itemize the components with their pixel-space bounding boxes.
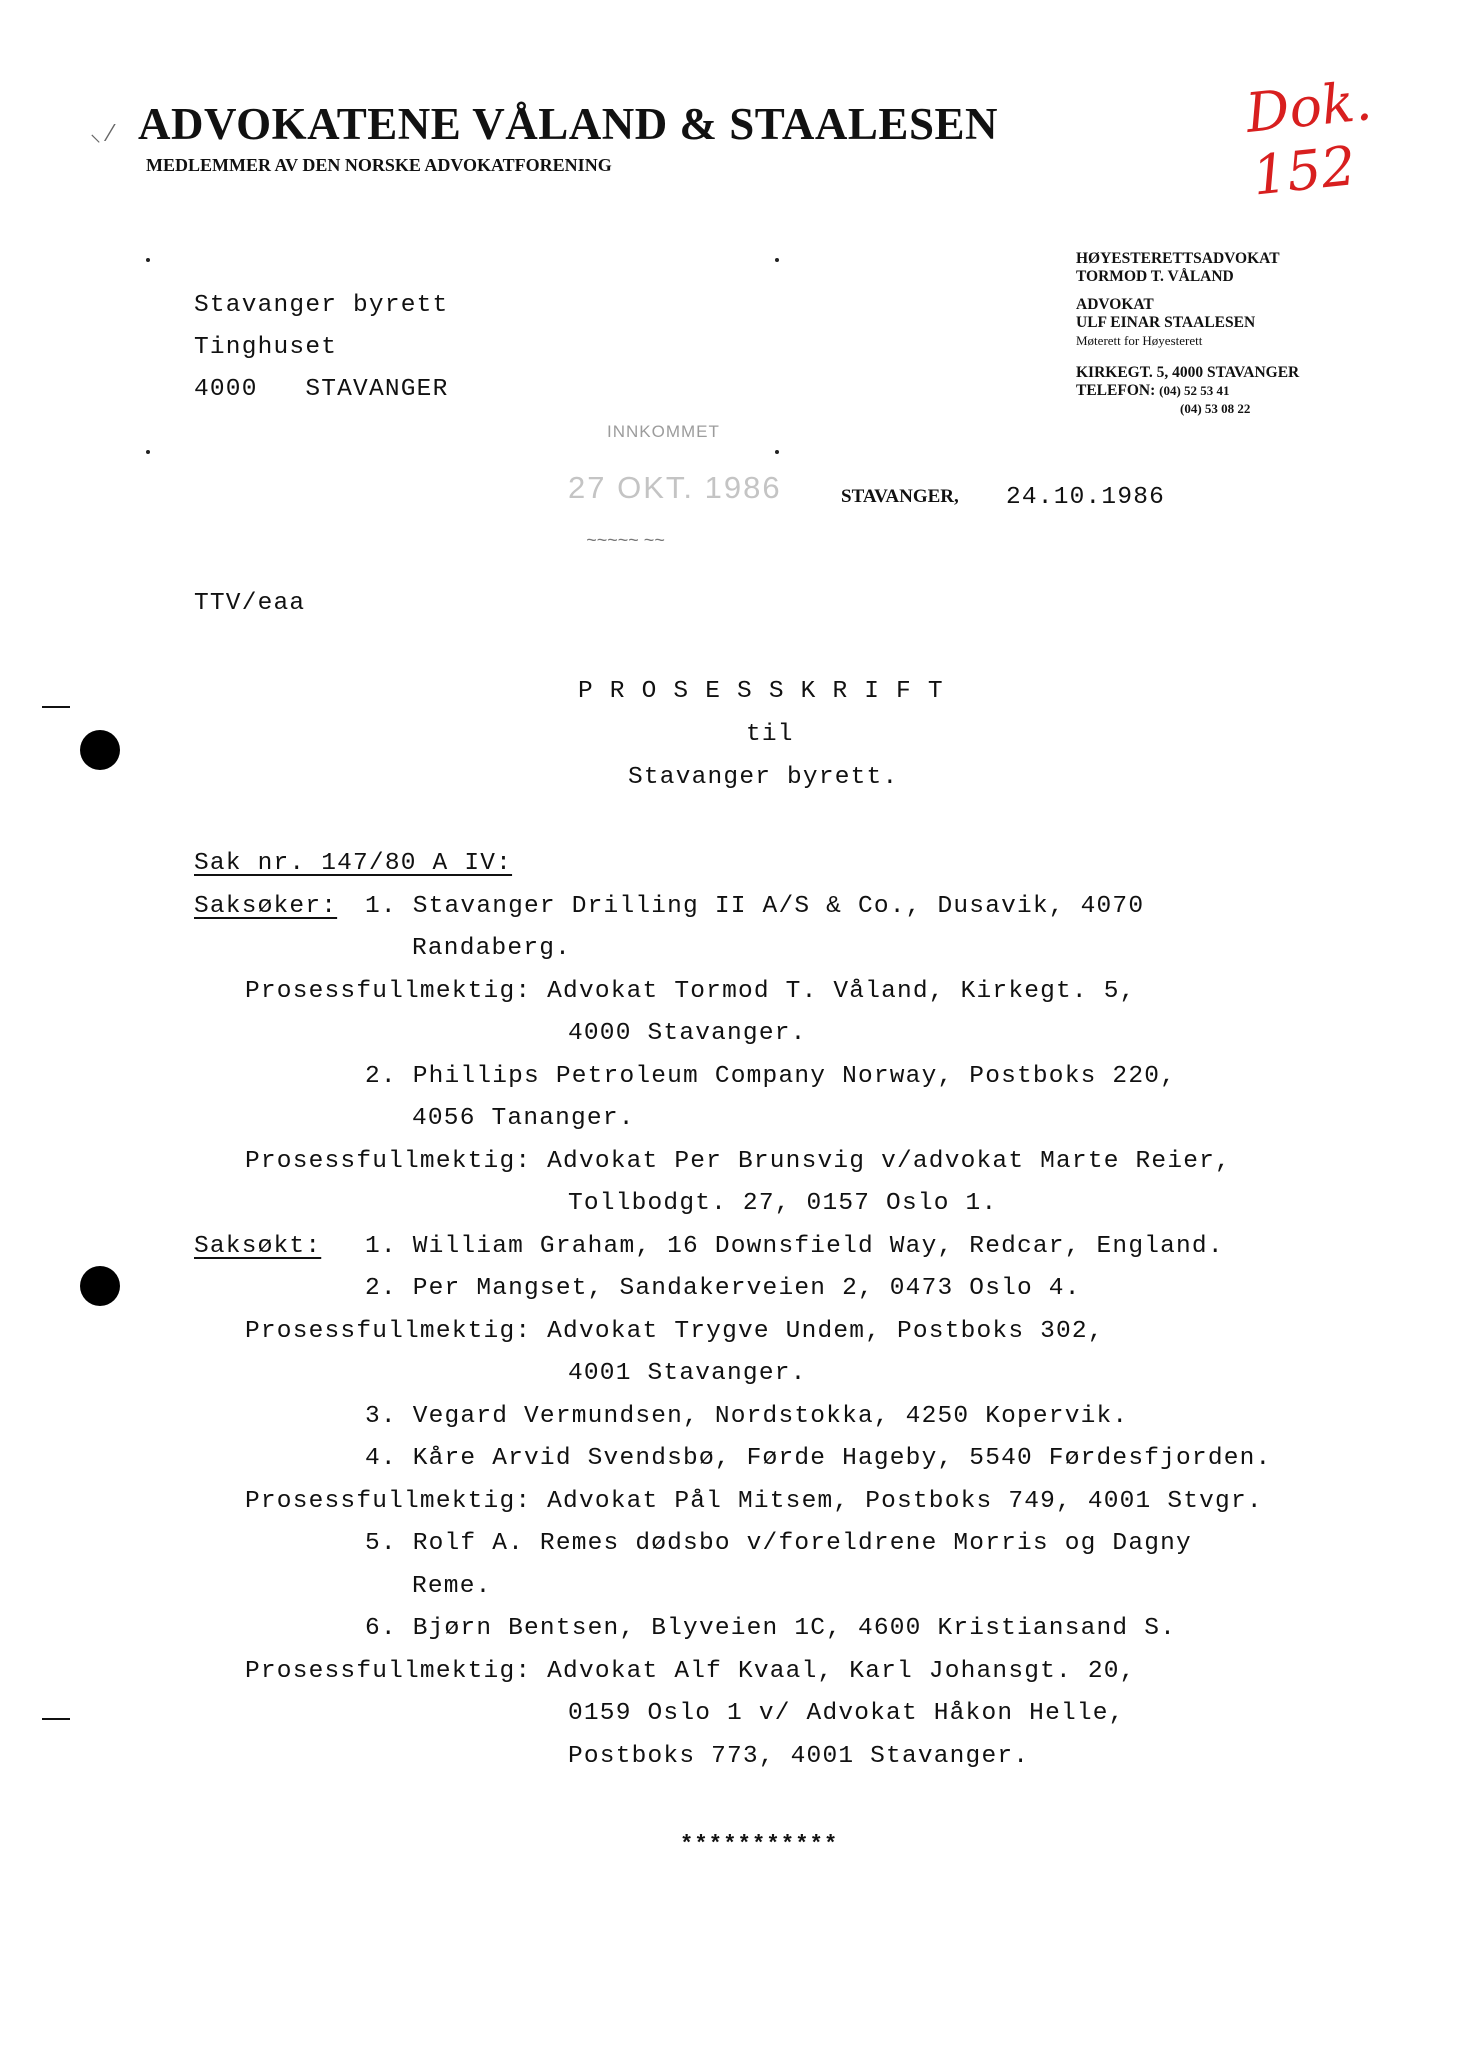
margin-tick [42, 706, 70, 708]
lawyer2-note: Møterett for Høyesterett [1076, 333, 1203, 348]
case-line: Prosessfullmektig: Advokat Tormod T. Våland, Kirkegt. 5, [245, 978, 1136, 1005]
case-number: Sak nr. 147/80 A IV: [194, 850, 513, 877]
case-line: 2. Phillips Petroleum Company Norway, Postboks 220, [365, 1063, 1177, 1090]
lawyer1-name: TORMOD T. VÅLAND [1076, 268, 1234, 285]
received-stamp-signature: ~~~~~ ~~ [586, 530, 665, 550]
lawyer2-title: ADVOKAT [1076, 296, 1154, 313]
case-line: Postboks 773, 4001 Stavanger. [568, 1743, 1030, 1770]
document-title-court: Stavanger byrett. [628, 764, 899, 791]
phone-line [1076, 382, 1299, 400]
margin-mark: ⸜ ⁄ [90, 122, 112, 147]
received-stamp-label: INNKOMMET [607, 422, 720, 441]
case-line: 4. Kåre Arvid Svendsbø, Førde Hageby, 5540 Førdesfjorden. [365, 1445, 1272, 1472]
office-address: KIRKEGT. 5, 4000 STAVANGER [1076, 364, 1300, 381]
reference-code: TTV/eaa [194, 590, 306, 617]
document-date: 24.10.1986 [1006, 484, 1166, 511]
recipient-line-1: Stavanger byrett [194, 292, 449, 319]
received-stamp-date: 27 OKT. 1986 [568, 470, 782, 505]
recipient-line-3 [194, 376, 448, 403]
document-title-to: til [746, 721, 794, 748]
case-line: Prosessfullmektig: Advokat Per Brunsvig v/advokat Marte Reier, [245, 1148, 1231, 1175]
punch-hole [80, 730, 120, 770]
case-line: Reme. [412, 1573, 492, 1600]
membership-line: MEDLEMMER AV DEN NORSKE ADVOKATFORENING [146, 155, 612, 175]
window-mark [146, 258, 150, 262]
recipient-city: STAVANGER [305, 376, 449, 403]
window-mark [146, 450, 150, 454]
case-line: 6. Bjørn Bentsen, Blyveien 1C, 4600 Kristiansand S. [365, 1615, 1177, 1642]
case-line: Tollbodgt. 27, 0157 Oslo 1. [568, 1190, 998, 1217]
defendant-label: Saksøkt: [194, 1233, 322, 1260]
case-line: Prosessfullmektig: Advokat Alf Kvaal, Karl Johansgt. 20, [245, 1658, 1136, 1685]
plaintiff-label: Saksøker: [194, 893, 338, 920]
case-line: Randaberg. [412, 935, 572, 962]
case-line: 3. Vegard Vermundsen, Nordstokka, 4250 Kopervik. [365, 1403, 1129, 1430]
case-line: Prosessfullmektig: Advokat Trygve Undem, Postboks 302, [245, 1318, 1104, 1345]
case-line: 0159 Oslo 1 v/ Advokat Håkon Helle, [568, 1700, 1125, 1727]
margin-tick [42, 1718, 70, 1720]
case-line: 4000 Stavanger. [568, 1020, 807, 1047]
case-line: 4001 Stavanger. [568, 1360, 807, 1387]
lawyer1-title: HØYESTERETTSADVOKAT [1076, 250, 1280, 267]
punch-hole [80, 1266, 120, 1306]
case-line: 1. William Graham, 16 Downsfield Way, Redcar, England. [365, 1233, 1224, 1260]
lawyer2-name: ULF EINAR STAALESEN [1076, 314, 1256, 331]
window-mark [775, 258, 779, 262]
document-title: P R O S E S S K R I F T [578, 678, 944, 705]
separator-stars: *********** [680, 1832, 839, 1857]
case-line: 2. Per Mangset, Sandakerveien 2, 0473 Oslo 4. [365, 1275, 1081, 1302]
case-line: 4056 Tananger. [412, 1105, 635, 1132]
phone-number-2: (04) 53 08 22 [1180, 401, 1251, 416]
recipient-line-2: Tinghuset [194, 334, 338, 361]
recipient-zip: 4000 [194, 376, 258, 403]
window-mark [775, 450, 779, 454]
case-line: Prosessfullmektig: Advokat Pål Mitsem, Postboks 749, 4001 Stvgr. [245, 1488, 1263, 1515]
case-line: 5. Rolf A. Remes dødsbo v/foreldrene Morris og Dagny [365, 1530, 1192, 1557]
handwritten-reference: Dok. 152 [1242, 69, 1375, 208]
place: STAVANGER, [841, 486, 959, 507]
phone-number-1: (04) 52 53 41 [1159, 383, 1230, 398]
lawyer-block [1076, 250, 1299, 418]
phone-label: TELEFON: [1076, 382, 1156, 399]
firm-name: ADVOKATENE VÅLAND & STAALESEN [138, 99, 998, 149]
document-page [34, 30, 1438, 2026]
case-line: 1. Stavanger Drilling II A/S & Co., Dusavik, 4070 [365, 893, 1145, 920]
